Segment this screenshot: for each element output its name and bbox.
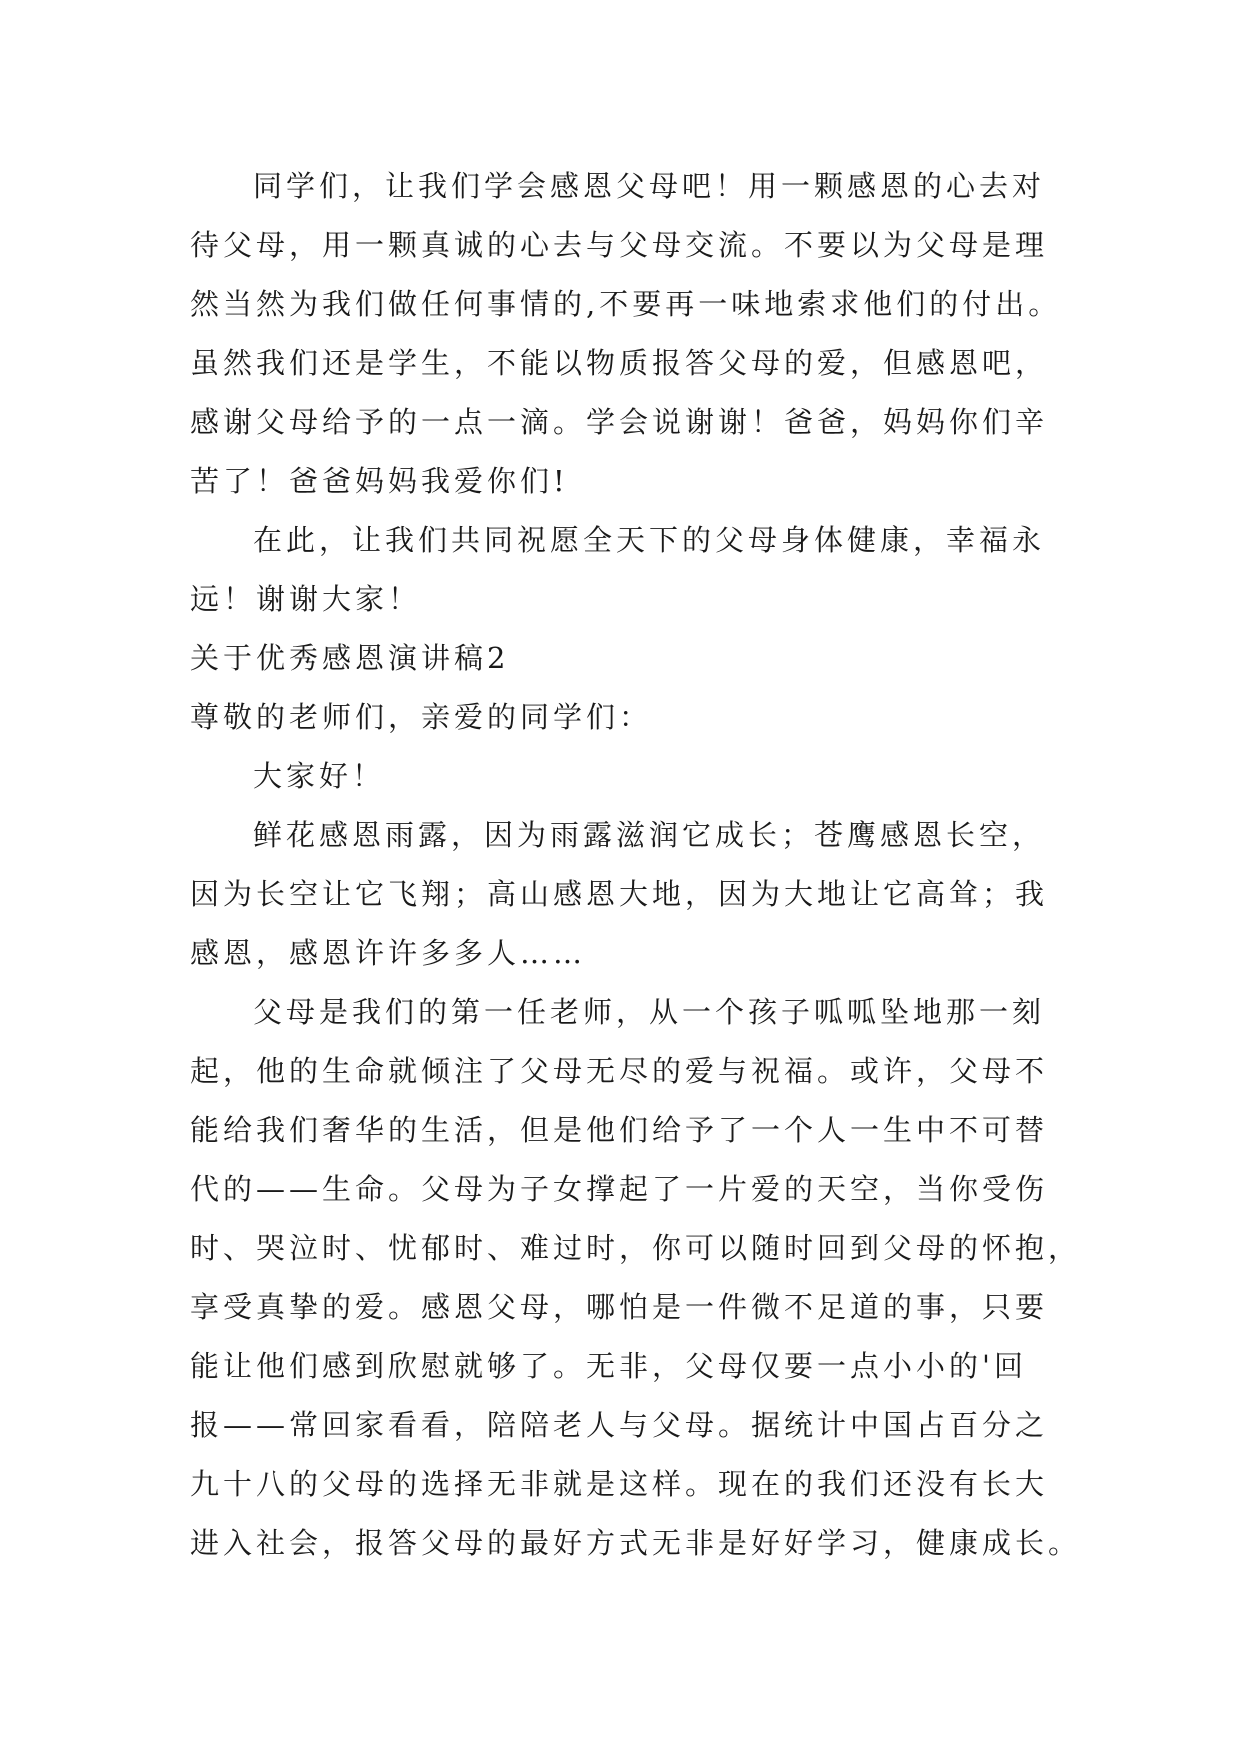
text-line: 苦了！爸爸妈妈我爱你们!	[190, 464, 569, 498]
text-line: 进入社会，报答父母的最好方式无非是好好学习，健康成长。	[190, 1526, 1082, 1560]
text-line: 起，他的生命就倾注了父母无尽的爱与祝福。或许，父母不	[190, 1054, 1049, 1088]
text-line: 在此，让我们共同祝愿全天下的父母身体健康，幸福永	[253, 523, 1046, 557]
text-line: 报——常回家看看，陪陪老人与父母。据统计中国占百分之	[190, 1408, 1049, 1442]
text-line: 能给我们奢华的生活，但是他们给予了一个人一生中不可替	[190, 1113, 1049, 1147]
paragraph-gratitude-call	[190, 157, 1090, 511]
text-line: 因为长空让它飞翔；高山感恩大地，因为大地让它高耸；我	[190, 877, 1049, 911]
text-line: 时、哭泣时、忧郁时、难过时，你可以随时回到父母的怀抱，	[190, 1231, 1082, 1265]
section-title-text: 关于优秀感恩演讲稿2	[190, 641, 510, 675]
text-line: 感恩，感恩许许多多人……	[190, 936, 587, 970]
text-line: 同学们，让我们学会感恩父母吧！用一颗感恩的心去对	[253, 169, 1046, 203]
text-line: 感谢父母给予的一点一滴。学会说谢谢！爸爸，妈妈你们辛	[190, 405, 1049, 439]
text-line: 虽然我们还是学生，不能以物质报答父母的爱，但感恩吧，	[190, 346, 1049, 380]
text-line: 能让他们感到欣慰就够了。无非，父母仅要一点小小的'回	[190, 1349, 1027, 1383]
section-title	[190, 629, 1090, 688]
text-line: 九十八的父母的选择无非就是这样。现在的我们还没有长大	[190, 1467, 1049, 1501]
salutation	[190, 688, 1090, 747]
paragraph-nature-gratitude	[190, 806, 1090, 983]
greeting-text: 大家好！	[253, 759, 386, 793]
text-line: 代的——生命。父母为子女撑起了一片爱的天空，当你受伤	[190, 1172, 1049, 1206]
text-line: 待父母，用一颗真诚的心去与父母交流。不要以为父母是理	[190, 228, 1049, 262]
text-line: 鲜花感恩雨露，因为雨露滋润它成长；苍鹰感恩长空，	[253, 818, 1046, 852]
text-line: 父母是我们的第一任老师，从一个孩子呱呱坠地那一刻	[253, 995, 1046, 1029]
text-line: 远！谢谢大家！	[190, 582, 422, 616]
text-line: 享受真挚的爱。感恩父母，哪怕是一件微不足道的事，只要	[190, 1290, 1049, 1324]
text-line: 然当然为我们做任何事情的,不要再一味地索求他们的付出。	[190, 287, 1062, 321]
salutation-text: 尊敬的老师们，亲爱的同学们：	[190, 700, 653, 734]
paragraph-blessing	[190, 511, 1090, 629]
greeting	[190, 747, 1090, 806]
paragraph-parents-teachers	[190, 983, 1090, 1573]
